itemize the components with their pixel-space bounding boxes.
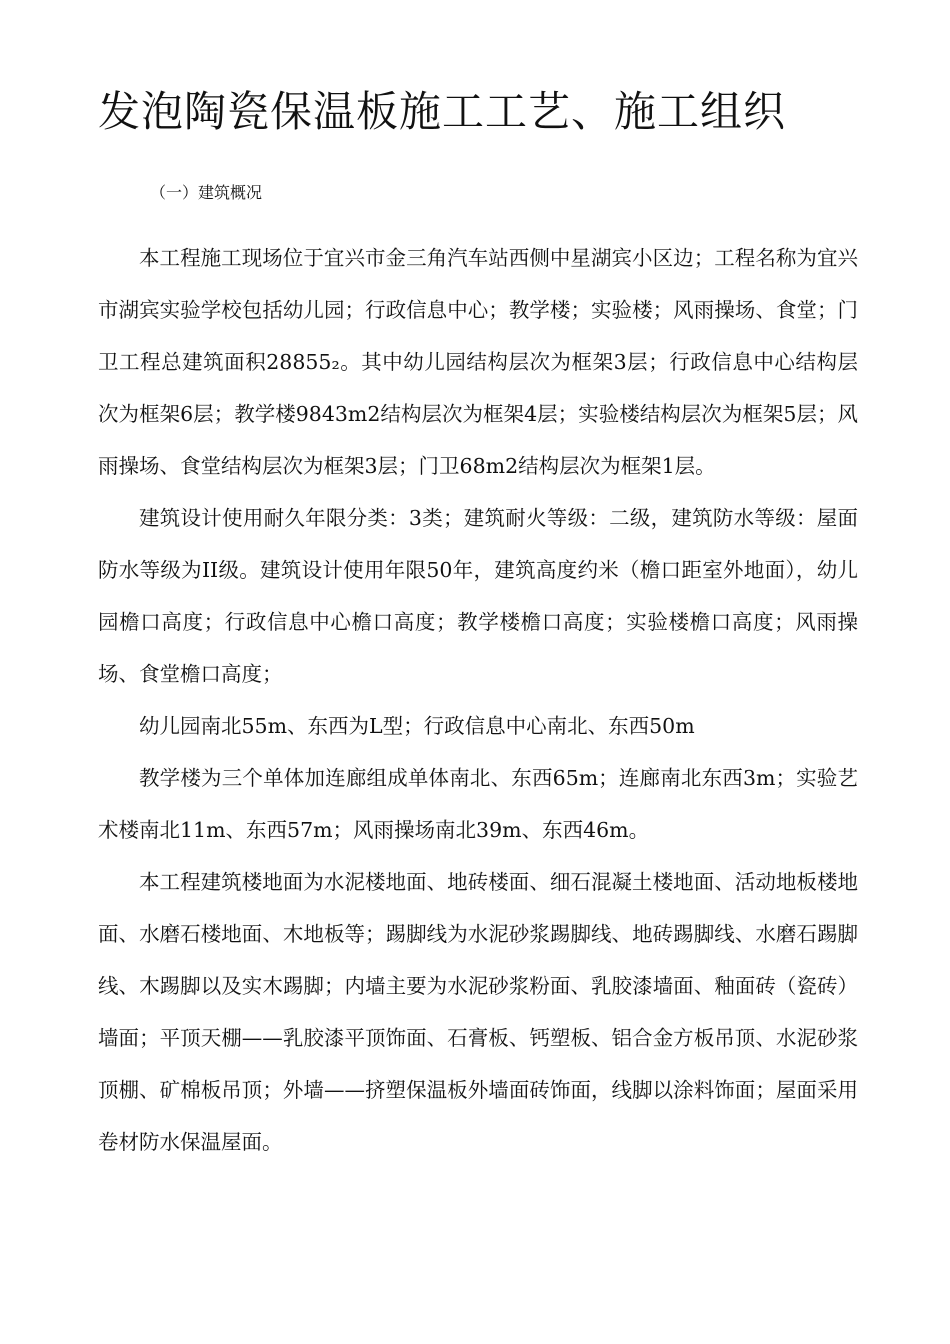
document-body [98, 232, 858, 1168]
paragraph-finishes: 本工程建筑楼地面为水泥楼地面、地砖楼面、细石混凝土楼地面、活动地板楼地面、水磨石楼地面、木地板等；踢脚线为水泥砂浆踢脚线、地砖踢脚线、水磨石踢脚线、木踢脚以及实木踢脚；内墙主要为水泥砂浆粉面、乳胶漆墙面、釉面砖（瓷砖）墙面；平顶天棚——乳胶漆平顶饰面、石膏板、钙塑板、铝合金方板吊顶、水泥砂浆顶棚、矿棉板吊顶；外墙——挤塑保温板外墙面砖饰面，线脚以涂料饰面；屋面采用卷材防水保温屋面。 [98, 870, 858, 1154]
document-title: 发泡陶瓷保温板施工工艺、施工组织 [98, 87, 787, 136]
paragraph-building-overview: 本工程施工现场位于宜兴市金三角汽车站西侧中星湖宾小区边；工程名称为宜兴市湖宾实验学校包括幼儿园；行政信息中心；教学楼；实验楼；风雨操场、食堂；门卫工程总建筑面积28855₂。其中幼儿园结构层次为框架3层；行政信息中心结构层次为框架6层；教学楼9843m2结构层次为框架4层；实验楼结构层次为框架5层；风雨操场、食堂结构层次为框架3层；门卫68m2结构层次为框架1层。 [98, 246, 858, 478]
section-heading: （一）建筑概况 [150, 183, 263, 202]
paragraph-design-grades: 建筑设计使用耐久年限分类：3类；建筑耐火等级：二级，建筑防水等级：屋面防水等级为II级。建筑设计使用年限50年，建筑高度约米（檐口距室外地面），幼儿园檐口高度；行政信息中心檐口高度；教学楼檐口高度；实验楼檐口高度；风雨操场、食堂檐口高度； [98, 506, 858, 686]
paragraph-teaching-building-dimensions: 教学楼为三个单体加连廊组成单体南北、东西65m；连廊南北东西3m；实验艺术楼南北11m、东西57m；风雨操场南北39m、东西46m。 [98, 766, 858, 842]
paragraph-kindergarten-dimensions: 幼儿园南北55m、东西为L型；行政信息中心南北、东西50m [139, 714, 695, 738]
